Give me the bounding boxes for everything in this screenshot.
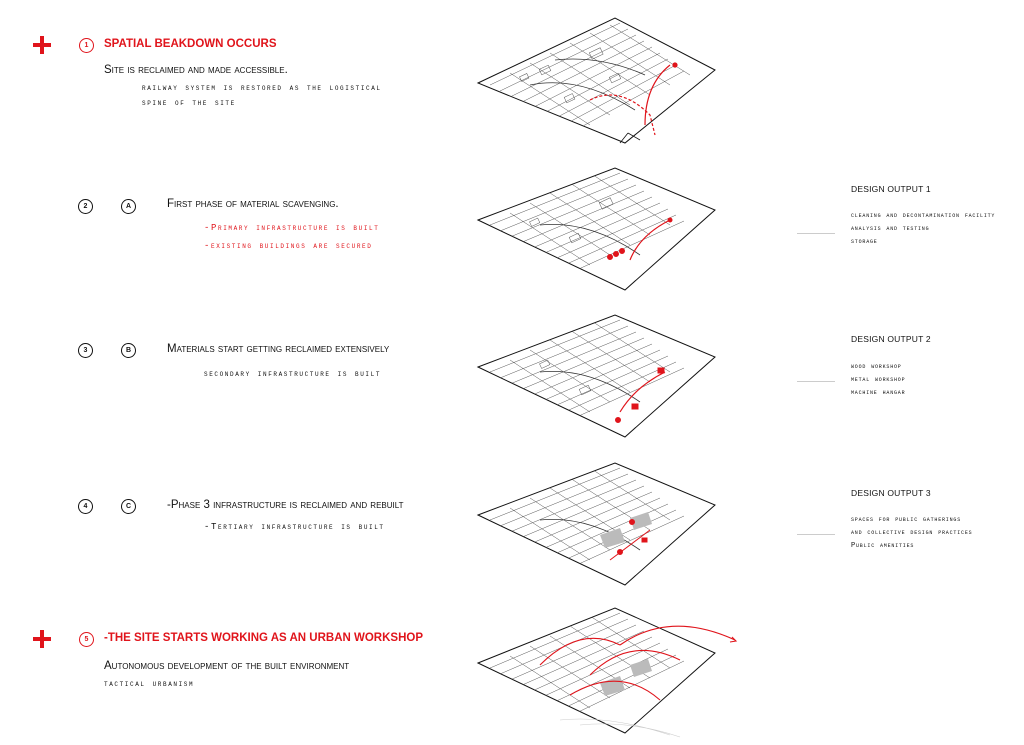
phase-label-b: B — [121, 343, 136, 358]
design-output-1-list — [851, 210, 995, 249]
phase-label-c: C — [121, 499, 136, 514]
site-map-4 — [470, 460, 730, 590]
design-output-3-item: spaces for public gatherings — [851, 516, 962, 524]
design-output-3-list — [851, 514, 972, 553]
step-1-line-1: Site is reclaimed and made accessible. — [104, 64, 288, 76]
design-output-2-item: metal workshop — [851, 376, 906, 384]
phase-label-a: A — [121, 199, 136, 214]
step-1-line-2: railway system is restored as the logistical — [142, 83, 382, 93]
design-output-2-item: wood workshop — [851, 363, 902, 371]
design-output-3-item: Public amenities — [851, 542, 915, 550]
output-2-divider — [797, 381, 835, 382]
step-number-5: 5 — [79, 632, 94, 647]
step-2-title: First phase of material scavenging. — [167, 198, 339, 210]
design-output-1-item: storage — [851, 238, 878, 246]
design-output-1-item: analysis and testing — [851, 225, 930, 233]
design-output-2-item: machine hangar — [851, 389, 906, 397]
output-1-divider — [797, 233, 835, 234]
site-map-1 — [470, 15, 730, 145]
step-number-2: 2 — [78, 199, 93, 214]
step-5-line-2: tactical urbanism — [104, 679, 195, 689]
design-output-3-title: DESIGN OUTPUT 3 — [851, 488, 931, 498]
step-2-line-1: -Primary infrastructure is built — [204, 223, 380, 233]
step-5-line-1: Autonomous development of the built environment — [104, 660, 350, 672]
step-1-line-3: spine of the site — [142, 98, 236, 108]
plus-icon — [33, 36, 51, 54]
step-1-title: SPATIAL BEAKDOWN OCCURS — [104, 38, 277, 50]
step-3-line-1: secondary infrastructure is built — [204, 369, 382, 379]
site-map-2 — [470, 165, 730, 295]
site-map-5 — [470, 605, 770, 740]
step-3-title: Materials start getting reclaimed extensively — [167, 343, 390, 355]
step-number-1: 1 — [79, 38, 94, 53]
design-output-2-title: DESIGN OUTPUT 2 — [851, 334, 931, 344]
output-3-divider — [797, 534, 835, 535]
design-output-1-item: cleaning and decontamination facility — [851, 212, 996, 220]
step-number-3: 3 — [78, 343, 93, 358]
design-output-3-item: and collective design practices — [851, 529, 973, 537]
step-4-title: -Phase 3 infrastructure is reclaimed and rebuilt — [167, 499, 404, 511]
step-2-line-2: -existing buildings are secured — [204, 241, 373, 251]
plus-icon — [33, 630, 51, 648]
site-map-3 — [470, 312, 730, 442]
step-4-line-1: -Tertiary infrastructure is built — [204, 522, 385, 532]
step-5-title: -THE SITE STARTS WORKING AS AN URBAN WORKSHOP — [104, 632, 424, 644]
step-number-4: 4 — [78, 499, 93, 514]
design-output-1-title: DESIGN OUTPUT 1 — [851, 184, 931, 194]
design-output-2-list — [851, 361, 905, 400]
